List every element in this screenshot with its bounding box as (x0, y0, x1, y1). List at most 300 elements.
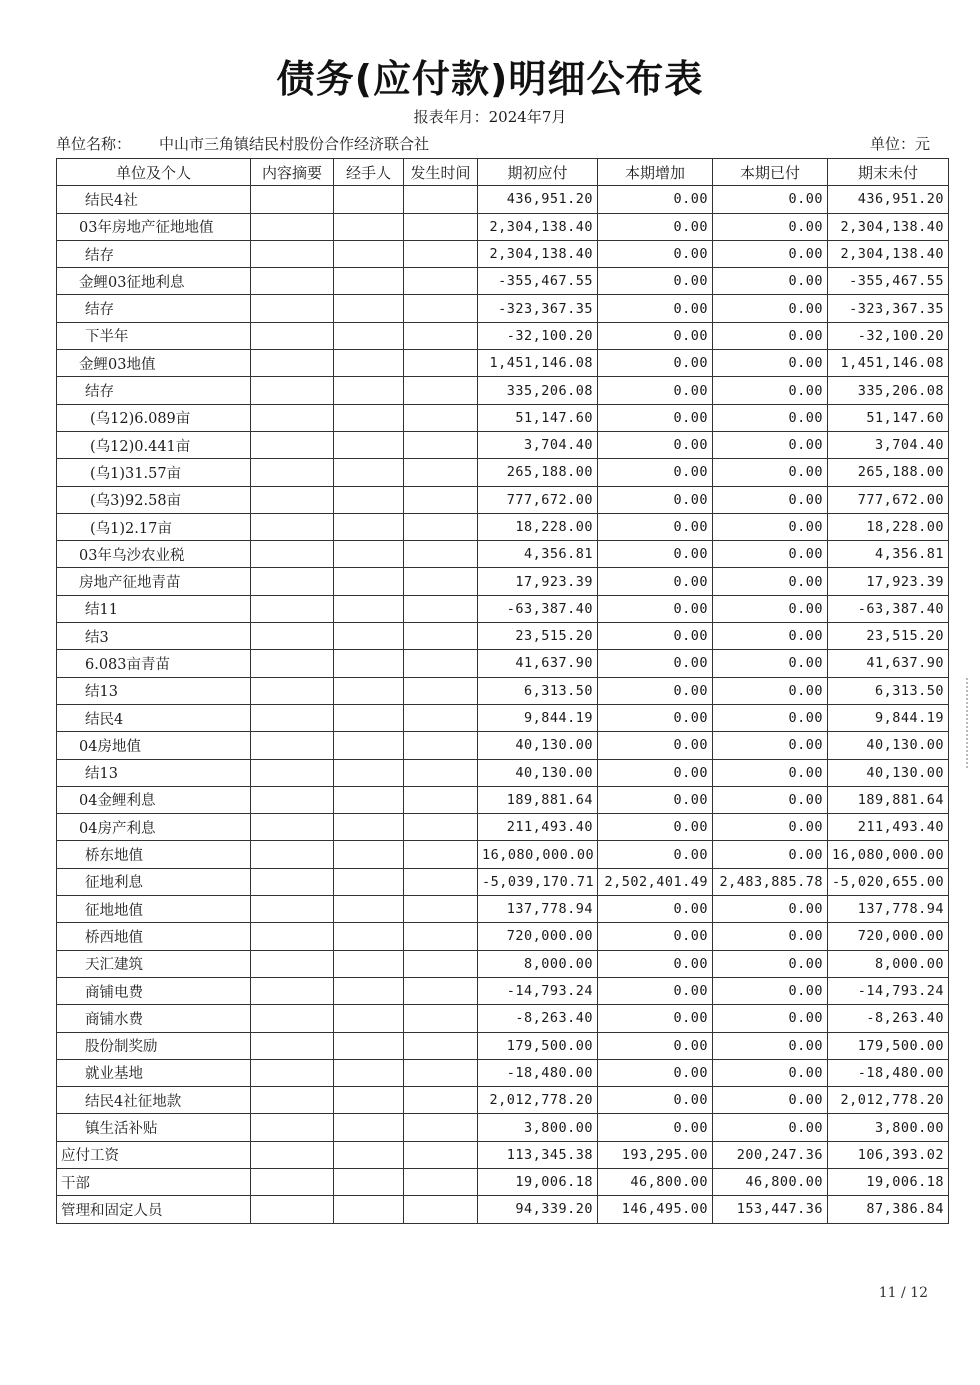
opening-payable-cell: 137,778.94 (478, 896, 598, 923)
closing-unpaid-cell: -18,480.00 (828, 1059, 949, 1086)
handler-cell (334, 732, 404, 759)
currency-unit: 单位：元 (869, 135, 930, 153)
table-row (57, 677, 949, 704)
date-cell (404, 896, 478, 923)
closing-unpaid-cell: 3,704.40 (828, 431, 949, 458)
opening-payable-cell: 19,006.18 (478, 1168, 598, 1195)
column-header: 经手人 (334, 159, 404, 186)
summary-cell (251, 732, 334, 759)
handler-cell (334, 404, 404, 431)
handler-cell (334, 1087, 404, 1114)
row-name-cell: 结11 (57, 595, 251, 622)
handler-cell (334, 268, 404, 295)
table-row (57, 623, 949, 650)
table-row (57, 350, 949, 377)
period-increase-cell: 0.00 (598, 595, 713, 622)
row-name-cell: 03年乌沙农业税 (57, 541, 251, 568)
handler-cell (334, 650, 404, 677)
date-cell (404, 404, 478, 431)
opening-payable-cell: 335,206.08 (478, 377, 598, 404)
date-cell (404, 240, 478, 267)
date-cell (404, 704, 478, 731)
closing-unpaid-cell: 3,800.00 (828, 1114, 949, 1141)
summary-cell (251, 404, 334, 431)
handler-cell (334, 977, 404, 1004)
column-header: 内容摘要 (251, 159, 334, 186)
closing-unpaid-cell: 40,130.00 (828, 759, 949, 786)
row-name-cell: 商铺水费 (57, 1005, 251, 1032)
period-increase-cell: 0.00 (598, 977, 713, 1004)
summary-cell (251, 1032, 334, 1059)
table-row (57, 268, 949, 295)
date-cell (404, 1032, 478, 1059)
period-paid-cell: 0.00 (713, 1087, 828, 1114)
summary-cell (251, 977, 334, 1004)
date-cell (404, 186, 478, 213)
period-paid-cell: 0.00 (713, 1005, 828, 1032)
period-paid-cell: 0.00 (713, 486, 828, 513)
period-paid-cell: 200,247.36 (713, 1141, 828, 1168)
handler-cell (334, 459, 404, 486)
opening-payable-cell: 41,637.90 (478, 650, 598, 677)
row-name-cell: 04房地值 (57, 732, 251, 759)
closing-unpaid-cell: 777,672.00 (828, 486, 949, 513)
closing-unpaid-cell: 2,304,138.40 (828, 213, 949, 240)
table-row (57, 896, 949, 923)
period-paid-cell: 0.00 (713, 268, 828, 295)
summary-cell (251, 1141, 334, 1168)
table-row (57, 650, 949, 677)
closing-unpaid-cell: -32,100.20 (828, 322, 949, 349)
summary-cell (251, 186, 334, 213)
summary-cell (251, 1059, 334, 1086)
row-name-cell: 干部 (57, 1168, 251, 1195)
period-paid-cell: 0.00 (713, 459, 828, 486)
period-paid-cell: 0.00 (713, 841, 828, 868)
date-cell (404, 977, 478, 1004)
period-paid-cell: 0.00 (713, 1114, 828, 1141)
table-row (57, 186, 949, 213)
opening-payable-cell: -63,387.40 (478, 595, 598, 622)
date-cell (404, 868, 478, 895)
row-name-cell: 金鲤03征地利息 (57, 268, 251, 295)
period-paid-cell: 0.00 (713, 977, 828, 1004)
summary-cell (251, 213, 334, 240)
period-paid-cell: 0.00 (713, 431, 828, 458)
summary-cell (251, 814, 334, 841)
table-row (57, 459, 949, 486)
summary-cell (251, 240, 334, 267)
row-name-cell: 03年房地产征地地值 (57, 213, 251, 240)
summary-cell (251, 541, 334, 568)
period-increase-cell: 0.00 (598, 1059, 713, 1086)
period-increase-cell: 0.00 (598, 704, 713, 731)
closing-unpaid-cell: 9,844.19 (828, 704, 949, 731)
handler-cell (334, 513, 404, 540)
date-cell (404, 732, 478, 759)
date-cell (404, 486, 478, 513)
period-paid-cell: 0.00 (713, 814, 828, 841)
summary-cell (251, 1114, 334, 1141)
period-increase-cell: 0.00 (598, 896, 713, 923)
row-name-cell: 结存 (57, 295, 251, 322)
opening-payable-cell: 40,130.00 (478, 759, 598, 786)
summary-cell (251, 513, 334, 540)
period-increase-cell: 46,800.00 (598, 1168, 713, 1195)
period-paid-cell: 0.00 (713, 213, 828, 240)
row-name-cell: (乌1)2.17亩 (57, 513, 251, 540)
opening-payable-cell: 9,844.19 (478, 704, 598, 731)
date-cell (404, 541, 478, 568)
closing-unpaid-cell: 2,012,778.20 (828, 1087, 949, 1114)
row-name-cell: (乌1)31.57亩 (57, 459, 251, 486)
opening-payable-cell: -5,039,170.71 (478, 868, 598, 895)
page-number: 11 / 12 (878, 1285, 928, 1301)
table-row (57, 1141, 949, 1168)
date-cell (404, 814, 478, 841)
summary-cell (251, 377, 334, 404)
date-cell (404, 650, 478, 677)
period-paid-cell: 0.00 (713, 623, 828, 650)
row-name-cell: 桥东地值 (57, 841, 251, 868)
date-cell (404, 923, 478, 950)
row-name-cell: 镇生活补贴 (57, 1114, 251, 1141)
table-row (57, 1168, 949, 1195)
period-paid-cell: 0.00 (713, 732, 828, 759)
opening-payable-cell: 6,313.50 (478, 677, 598, 704)
summary-cell (251, 431, 334, 458)
row-name-cell: 征地利息 (57, 868, 251, 895)
period-paid-cell: 0.00 (713, 704, 828, 731)
row-name-cell: 股份制奖励 (57, 1032, 251, 1059)
period-increase-cell: 0.00 (598, 1032, 713, 1059)
period-increase-cell: 0.00 (598, 1005, 713, 1032)
period-increase-cell: 0.00 (598, 213, 713, 240)
table-row (57, 977, 949, 1004)
closing-unpaid-cell: 335,206.08 (828, 377, 949, 404)
table-body (57, 186, 949, 1223)
scan-edge-mark (958, 678, 968, 768)
summary-cell (251, 786, 334, 813)
period-paid-cell: 0.00 (713, 350, 828, 377)
handler-cell (334, 431, 404, 458)
period-paid-cell: 0.00 (713, 923, 828, 950)
date-cell (404, 431, 478, 458)
row-name-cell: 结13 (57, 677, 251, 704)
period-paid-cell: 0.00 (713, 595, 828, 622)
table-row (57, 950, 949, 977)
closing-unpaid-cell: 179,500.00 (828, 1032, 949, 1059)
opening-payable-cell: -8,263.40 (478, 1005, 598, 1032)
summary-cell (251, 295, 334, 322)
date-cell (404, 677, 478, 704)
column-header: 发生时间 (404, 159, 478, 186)
closing-unpaid-cell: -355,467.55 (828, 268, 949, 295)
opening-payable-cell: 2,304,138.40 (478, 213, 598, 240)
period-increase-cell: 0.00 (598, 814, 713, 841)
row-name-cell: 房地产征地青苗 (57, 568, 251, 595)
opening-payable-cell: 189,881.64 (478, 786, 598, 813)
date-cell (404, 295, 478, 322)
date-cell (404, 1114, 478, 1141)
closing-unpaid-cell: 87,386.84 (828, 1196, 949, 1223)
period-paid-cell: 0.00 (713, 1032, 828, 1059)
table-row (57, 240, 949, 267)
row-name-cell: 商铺电费 (57, 977, 251, 1004)
date-cell (404, 513, 478, 540)
handler-cell (334, 377, 404, 404)
row-name-cell: (乌3)92.58亩 (57, 486, 251, 513)
period-paid-cell: 0.00 (713, 896, 828, 923)
handler-cell (334, 322, 404, 349)
closing-unpaid-cell: 51,147.60 (828, 404, 949, 431)
period-increase-cell: 0.00 (598, 486, 713, 513)
period-increase-cell: 0.00 (598, 623, 713, 650)
opening-payable-cell: 2,012,778.20 (478, 1087, 598, 1114)
closing-unpaid-cell: 17,923.39 (828, 568, 949, 595)
column-header: 期末未付 (828, 159, 949, 186)
table-row (57, 923, 949, 950)
table-row (57, 732, 949, 759)
summary-cell (251, 623, 334, 650)
period-increase-cell: 0.00 (598, 186, 713, 213)
closing-unpaid-cell: 720,000.00 (828, 923, 949, 950)
handler-cell (334, 1059, 404, 1086)
summary-cell (251, 1168, 334, 1195)
date-cell (404, 459, 478, 486)
handler-cell (334, 1005, 404, 1032)
table-row (57, 595, 949, 622)
closing-unpaid-cell: 265,188.00 (828, 459, 949, 486)
row-name-cell: 6.083亩青苗 (57, 650, 251, 677)
period-paid-cell: 0.00 (713, 650, 828, 677)
summary-cell (251, 459, 334, 486)
handler-cell (334, 677, 404, 704)
period-increase-cell: 0.00 (598, 677, 713, 704)
handler-cell (334, 704, 404, 731)
period-increase-cell: 0.00 (598, 377, 713, 404)
handler-cell (334, 295, 404, 322)
summary-cell (251, 923, 334, 950)
summary-cell (251, 1087, 334, 1114)
table-row (57, 377, 949, 404)
opening-payable-cell: 1,451,146.08 (478, 350, 598, 377)
date-cell (404, 595, 478, 622)
report-period: 报表年月：2024年7月 (413, 108, 567, 126)
table-row (57, 868, 949, 895)
period-paid-cell: 0.00 (713, 1059, 828, 1086)
table-row (57, 1059, 949, 1086)
closing-unpaid-cell: 16,080,000.00 (828, 841, 949, 868)
period-increase-cell: 0.00 (598, 404, 713, 431)
row-name-cell: 结民4社征地款 (57, 1087, 251, 1114)
opening-payable-cell: 16,080,000.00 (478, 841, 598, 868)
row-name-cell: 天汇建筑 (57, 950, 251, 977)
date-cell (404, 1141, 478, 1168)
summary-cell (251, 650, 334, 677)
period-increase-cell: 0.00 (598, 350, 713, 377)
handler-cell (334, 841, 404, 868)
period-increase-cell: 0.00 (598, 759, 713, 786)
closing-unpaid-cell: -5,020,655.00 (828, 868, 949, 895)
table-row (57, 568, 949, 595)
closing-unpaid-cell: 137,778.94 (828, 896, 949, 923)
summary-cell (251, 704, 334, 731)
handler-cell (334, 759, 404, 786)
table-row (57, 841, 949, 868)
opening-payable-cell: 720,000.00 (478, 923, 598, 950)
opening-payable-cell: 2,304,138.40 (478, 240, 598, 267)
row-name-cell: 结民4 (57, 704, 251, 731)
closing-unpaid-cell: -8,263.40 (828, 1005, 949, 1032)
opening-payable-cell: 17,923.39 (478, 568, 598, 595)
opening-payable-cell: -323,367.35 (478, 295, 598, 322)
date-cell (404, 568, 478, 595)
table-row (57, 541, 949, 568)
row-name-cell: 结存 (57, 240, 251, 267)
closing-unpaid-cell: 4,356.81 (828, 541, 949, 568)
opening-payable-cell: 265,188.00 (478, 459, 598, 486)
handler-cell (334, 568, 404, 595)
period-paid-cell: 2,483,885.78 (713, 868, 828, 895)
row-name-cell: 下半年 (57, 322, 251, 349)
period-increase-cell: 0.00 (598, 322, 713, 349)
period-increase-cell: 0.00 (598, 732, 713, 759)
handler-cell (334, 1114, 404, 1141)
opening-payable-cell: -32,100.20 (478, 322, 598, 349)
column-header: 本期已付 (713, 159, 828, 186)
period-paid-cell: 0.00 (713, 295, 828, 322)
table-row (57, 513, 949, 540)
row-name-cell: (乌12)0.441亩 (57, 431, 251, 458)
period-paid-cell: 0.00 (713, 950, 828, 977)
period-paid-cell: 0.00 (713, 377, 828, 404)
summary-cell (251, 350, 334, 377)
handler-cell (334, 623, 404, 650)
period-paid-cell: 153,447.36 (713, 1196, 828, 1223)
period-paid-cell: 0.00 (713, 541, 828, 568)
handler-cell (334, 486, 404, 513)
handler-cell (334, 868, 404, 895)
handler-cell (334, 1141, 404, 1168)
handler-cell (334, 213, 404, 240)
row-name-cell: 结13 (57, 759, 251, 786)
closing-unpaid-cell: 6,313.50 (828, 677, 949, 704)
column-header: 期初应付 (478, 159, 598, 186)
column-header: 本期增加 (598, 159, 713, 186)
handler-cell (334, 240, 404, 267)
row-name-cell: 金鲤03地值 (57, 350, 251, 377)
table-row (57, 1032, 949, 1059)
opening-payable-cell: 3,800.00 (478, 1114, 598, 1141)
period-increase-cell: 0.00 (598, 650, 713, 677)
date-cell (404, 841, 478, 868)
closing-unpaid-cell: 23,515.20 (828, 623, 949, 650)
table-row (57, 486, 949, 513)
date-cell (404, 213, 478, 240)
handler-cell (334, 1196, 404, 1223)
period-increase-cell: 193,295.00 (598, 1141, 713, 1168)
row-name-cell: 结民4社 (57, 186, 251, 213)
opening-payable-cell: 3,704.40 (478, 431, 598, 458)
summary-cell (251, 759, 334, 786)
period-increase-cell: 0.00 (598, 786, 713, 813)
date-cell (404, 1168, 478, 1195)
page-title: 债务(应付款)明细公布表 (276, 57, 704, 101)
closing-unpaid-cell: 18,228.00 (828, 513, 949, 540)
opening-payable-cell: 51,147.60 (478, 404, 598, 431)
date-cell (404, 1059, 478, 1086)
column-header: 单位及个人 (57, 159, 251, 186)
period-paid-cell: 0.00 (713, 240, 828, 267)
opening-payable-cell: 94,339.20 (478, 1196, 598, 1223)
period-increase-cell: 0.00 (598, 950, 713, 977)
period-increase-cell: 2,502,401.49 (598, 868, 713, 895)
row-name-cell: 结3 (57, 623, 251, 650)
unit-name-line (56, 133, 429, 154)
closing-unpaid-cell: 436,951.20 (828, 186, 949, 213)
summary-cell (251, 896, 334, 923)
closing-unpaid-cell: 8,000.00 (828, 950, 949, 977)
closing-unpaid-cell: 1,451,146.08 (828, 350, 949, 377)
table-row (57, 295, 949, 322)
date-cell (404, 1196, 478, 1223)
table-row (57, 814, 949, 841)
row-name-cell: 应付工资 (57, 1141, 251, 1168)
period-paid-cell: 0.00 (713, 404, 828, 431)
summary-cell (251, 1005, 334, 1032)
handler-cell (334, 1032, 404, 1059)
date-cell (404, 786, 478, 813)
date-cell (404, 759, 478, 786)
handler-cell (334, 186, 404, 213)
summary-cell (251, 841, 334, 868)
period-increase-cell: 0.00 (598, 1114, 713, 1141)
period-increase-cell: 0.00 (598, 1087, 713, 1114)
period-increase-cell: 0.00 (598, 459, 713, 486)
date-cell (404, 950, 478, 977)
summary-cell (251, 486, 334, 513)
handler-cell (334, 896, 404, 923)
period-increase-cell: 0.00 (598, 541, 713, 568)
table-row (57, 759, 949, 786)
closing-unpaid-cell: 106,393.02 (828, 1141, 949, 1168)
closing-unpaid-cell: 41,637.90 (828, 650, 949, 677)
period-increase-cell: 0.00 (598, 513, 713, 540)
table-row (57, 404, 949, 431)
date-cell (404, 1087, 478, 1114)
summary-cell (251, 1196, 334, 1223)
opening-payable-cell: -14,793.24 (478, 977, 598, 1004)
row-name-cell: (乌12)6.089亩 (57, 404, 251, 431)
row-name-cell: 04房产利息 (57, 814, 251, 841)
opening-payable-cell: 113,345.38 (478, 1141, 598, 1168)
date-cell (404, 350, 478, 377)
table-row (57, 704, 949, 731)
period-increase-cell: 0.00 (598, 431, 713, 458)
period-increase-cell: 0.00 (598, 268, 713, 295)
opening-payable-cell: 211,493.40 (478, 814, 598, 841)
date-cell (404, 268, 478, 295)
date-cell (404, 322, 478, 349)
opening-payable-cell: 18,228.00 (478, 513, 598, 540)
handler-cell (334, 814, 404, 841)
period-paid-cell: 0.00 (713, 568, 828, 595)
opening-payable-cell: -355,467.55 (478, 268, 598, 295)
opening-payable-cell: 40,130.00 (478, 732, 598, 759)
row-name-cell: 就业基地 (57, 1059, 251, 1086)
closing-unpaid-cell: 19,006.18 (828, 1168, 949, 1195)
